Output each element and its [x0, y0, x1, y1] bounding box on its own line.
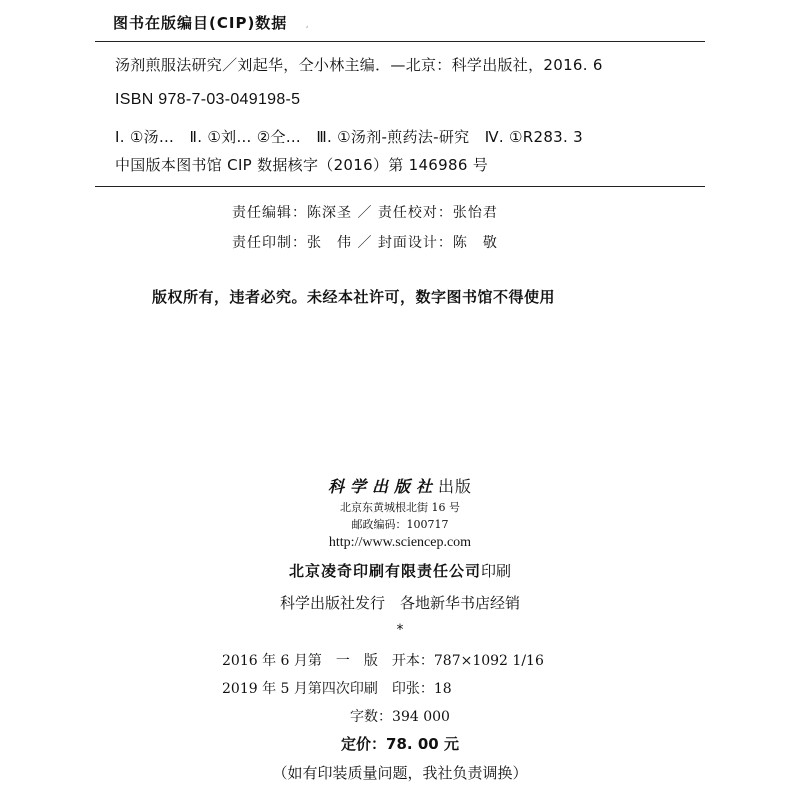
cip-title-text: 图书在版编目(CIP)数据 — [113, 14, 288, 32]
cip-bottom-rule — [95, 186, 705, 187]
quality-notice: （如有印装质量问题，我社负责调换） — [272, 764, 528, 782]
printing-line: 2019 年 5 月第四次印刷 印张：18 — [222, 681, 452, 697]
printer-suffix: 印刷 — [481, 562, 512, 580]
cip-top-rule — [95, 41, 705, 42]
edition-line: 2016 年 6 月第 一 版 开本：787×1092 1/16 — [222, 653, 544, 669]
word-count: 字数：394 000 — [350, 709, 450, 725]
publisher-url: http://www.sciencep.com — [328, 535, 472, 550]
cip-title — [113, 12, 308, 33]
separator-star: * — [396, 622, 404, 638]
price: 定价：78. 00 元 — [341, 735, 459, 753]
printer-line — [0, 560, 800, 581]
cip-line-record-number: 中国版本图书馆 CIP 数据核字（2016）第 146986 号 — [115, 156, 489, 174]
cip-line-isbn: ISBN 978-7-03-049198-5 — [115, 91, 301, 108]
distribution-line: 科学出版社发行 各地新华书店经销 — [279, 594, 520, 612]
publisher-suffix: 出版 — [438, 477, 473, 496]
publisher-line — [0, 474, 800, 497]
copyright-notice: 版权所有，违者必究。未经本社许可，数字图书馆不得使用 — [152, 288, 556, 306]
publisher-postcode: 邮政编码：100717 — [351, 518, 449, 531]
cip-line-title: 汤剂煎服法研究／刘起华，仝小林主编．—北京：科学出版社，2016. 6 — [115, 56, 603, 74]
publisher-address: 北京东黄城根北街 16 号 — [340, 501, 460, 514]
credits-editors: 责任编辑：陈深圣 ／ 责任校对：张怡君 — [232, 205, 498, 221]
publisher-logo-text: 科学出版社 — [327, 477, 438, 496]
cip-title-mark: ، — [305, 21, 309, 31]
cip-line-classification: Ⅰ. ①汤… Ⅱ. ①刘… ②仝… Ⅲ. ①汤剂-煎药法-研究 Ⅳ. ①R283. 3 — [115, 128, 583, 146]
credits-production: 责任印制：张 伟 ／ 封面设计：陈 敬 — [232, 235, 498, 251]
printer-logo-text: 北京凌奇印刷有限责任公司 — [288, 562, 481, 580]
